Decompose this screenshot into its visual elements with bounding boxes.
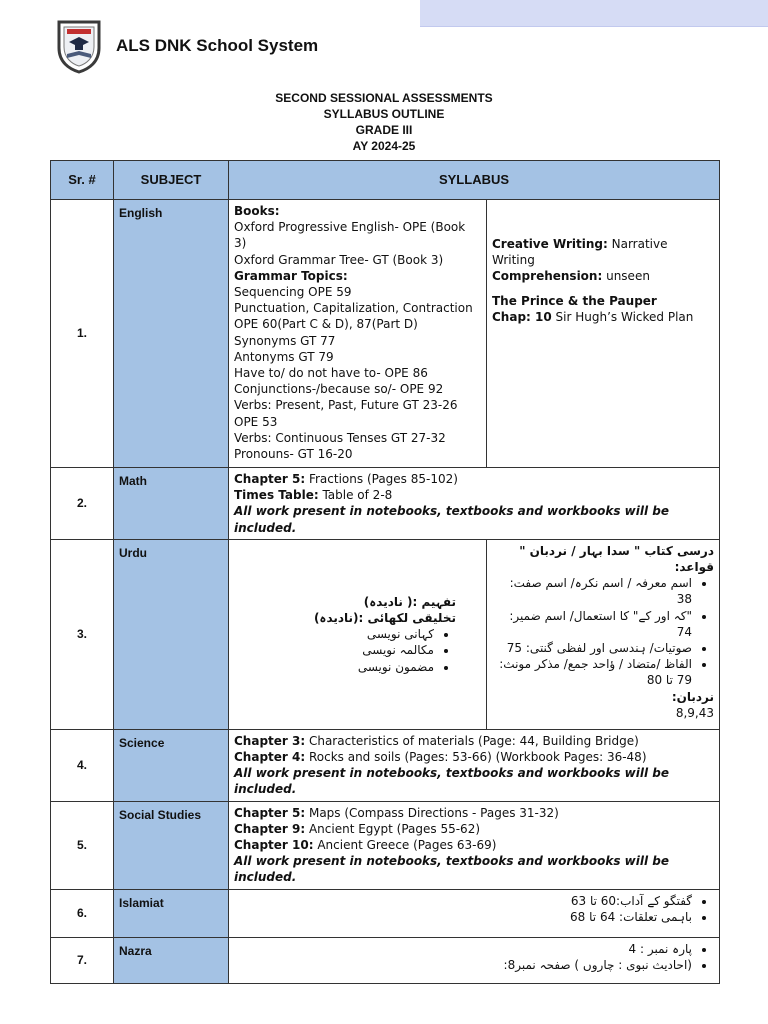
line-value: Fractions (Pages 85-102) (305, 472, 458, 486)
list-item: • کہانی نویسی (234, 626, 434, 642)
row-number: 3. (51, 539, 114, 729)
column-header-sr: Sr. # (51, 161, 114, 200)
list-item: • الفاظ /متضاد / ؤاحد جمع/ مذکر مونث: 79 تا 80 (492, 656, 692, 688)
grammar-topic: Sequencing OPE 59 (234, 285, 352, 300)
urdu-line: تخلیقی لکھائی :(نادیدہ) (313, 611, 456, 625)
subject-name: Nazra (114, 937, 229, 983)
syllabus-cell (229, 468, 720, 540)
line-value: Characteristics of materials (Page: 44, Building Bridge) (305, 733, 639, 748)
subject-name: Science (114, 729, 229, 801)
list-item: • (احادیث نبوی : چاروں ) صفحہ نمبر8: (234, 957, 692, 973)
line-value: Ancient Egypt (Pages 55-62) (305, 821, 481, 836)
syllabus-cell (229, 729, 720, 801)
row-number: 1. (51, 200, 114, 468)
inclusion-note: All work present in notebooks, textbooks and workbooks will be included. (234, 504, 669, 535)
heading-line: GRADE III (355, 123, 413, 137)
grammar-topic: Verbs: Present, Past, Future GT 23-26 OPE 53 (234, 398, 458, 429)
heading-line: SYLLABUS OUTLINE (323, 107, 445, 121)
list-item: • پارہ نمبر : 4 (234, 941, 692, 957)
line-label: Times Table: (234, 488, 319, 503)
grammar-topic: Punctuation, Capitalization, Contraction OPE 60(Part C & D), 87(Part D) (234, 301, 473, 332)
subject-name: Social Studies (114, 801, 229, 889)
chapter-line (492, 309, 714, 325)
inclusion-note: All work present in notebooks, textbooks and workbooks will be included. (234, 854, 669, 885)
urdu-list (234, 626, 456, 675)
list-item: • اسم معرفہ / اسم نکرہ/ اسم صفت: 38 (492, 575, 692, 607)
syllabus-cell-right (487, 200, 720, 468)
grammar-topic: Antonyms GT 79 (234, 349, 334, 364)
creative-writing-line (492, 236, 714, 268)
column-header-syllabus: SYLLABUS (229, 161, 720, 200)
books-label: Books: (234, 204, 280, 218)
school-crest-icon (55, 18, 103, 74)
list-item: • صوتیات/ ہندسی اور لفظی گنتی: 75 (492, 640, 692, 656)
book-line: Oxford Progressive English- OPE (Book 3) (234, 220, 466, 251)
novel-title: The Prince & the Pauper (492, 293, 657, 308)
syllabus-cell (229, 889, 720, 937)
syllabus-cell (229, 937, 720, 983)
table-row (51, 200, 720, 468)
table-row (51, 729, 720, 801)
row-number: 4. (51, 729, 114, 801)
list-item: • "کہ اور کے" کا استعمال/ اسم ضمیر: 74 (492, 608, 692, 640)
subject-name: Math (114, 468, 229, 540)
row-number: 7. (51, 937, 114, 983)
chapter-label: Chap: 10 (492, 309, 552, 324)
comprehension-value: unseen (602, 269, 650, 284)
grammar-topic: Verbs: Continuous Tenses GT 27-32 (234, 430, 446, 445)
subject-name: Urdu (114, 539, 229, 729)
heading-line: SECOND SESSIONAL ASSESSMENTS (275, 91, 493, 105)
school-name: ALS DNK School System (116, 36, 319, 55)
subject-name: Islamiat (114, 889, 229, 937)
document-heading (0, 90, 768, 154)
row-number: 2. (51, 468, 114, 540)
book-line: Oxford Grammar Tree- GT (Book 3) (234, 252, 444, 267)
urdu-line: تفہیم :( نادیدہ) (363, 594, 456, 609)
nardban-label: نردبان: (671, 689, 714, 704)
creative-writing-label: Creative Writing: (492, 237, 608, 251)
line-label: Chapter 5: (234, 472, 306, 486)
column-header-subject: SUBJECT (114, 161, 229, 200)
grammar-topic: Synonyms GT 77 (234, 333, 336, 348)
syllabus-table (50, 160, 720, 984)
line-label: Chapter 3: (234, 733, 306, 748)
line-label: Chapter 10: (234, 838, 314, 853)
top-color-band (420, 0, 768, 27)
list-item: • باہمی تعلقات: 64 تا 68 (234, 909, 692, 925)
list-item: • گفتگو کے آداب:60 تا 63 (234, 893, 692, 909)
urdu-grammar-cell (487, 539, 720, 729)
inclusion-note: All work present in notebooks, textbooks and workbooks will be included. (234, 766, 669, 797)
comprehension-line (492, 268, 714, 284)
row-number: 6. (51, 889, 114, 937)
line-label: Chapter 9: (234, 821, 306, 836)
nardban-value: 8,9,43 (675, 705, 714, 720)
urdu-list (234, 941, 714, 973)
comprehension-label: Comprehension: (492, 269, 603, 284)
table-row (51, 468, 720, 540)
table-row (51, 539, 720, 729)
table-row (51, 801, 720, 889)
line-value: Maps (Compass Directions - Pages 31-32) (305, 805, 559, 820)
grammar-topic: Conjunctions-/because so/- OPE 92 (234, 382, 444, 397)
line-value: Table of 2-8 (318, 488, 393, 503)
grammar-topics-label: Grammar Topics: (234, 268, 348, 283)
table-header-row (51, 161, 720, 200)
urdu-book-title: درسی کتاب " سدا بہار / نردبان " (519, 543, 714, 558)
urdu-list (234, 893, 714, 925)
urdu-writing-cell (229, 539, 487, 729)
table-row (51, 889, 720, 937)
subject-name: English (114, 200, 229, 468)
line-label: Chapter 4: (234, 750, 306, 765)
urdu-grammar-label: قواعد: (674, 560, 714, 575)
heading-line: AY 2024-25 (352, 139, 416, 153)
line-label: Chapter 5: (234, 805, 306, 820)
line-value: Ancient Greece (Pages 63-69) (313, 838, 497, 853)
grammar-topic: Pronouns- GT 16-20 (234, 447, 353, 462)
urdu-list (492, 575, 714, 688)
line-value: Rocks and soils (Pages: 53-66) (Workbook Pages: 36-48) (305, 750, 647, 765)
syllabus-cell (229, 801, 720, 889)
list-item: • مکالمہ نویسی (234, 642, 434, 658)
grammar-topic: Have to/ do not have to- OPE 86 (234, 366, 428, 381)
creative-writing-value: Narrative Writing (492, 237, 668, 268)
list-item: • مضمون نویسی (234, 659, 434, 675)
table-row (51, 937, 720, 983)
syllabus-cell-left (229, 200, 487, 468)
row-number: 5. (51, 801, 114, 889)
chapter-value: Sir Hugh’s Wicked Plan (551, 309, 694, 324)
